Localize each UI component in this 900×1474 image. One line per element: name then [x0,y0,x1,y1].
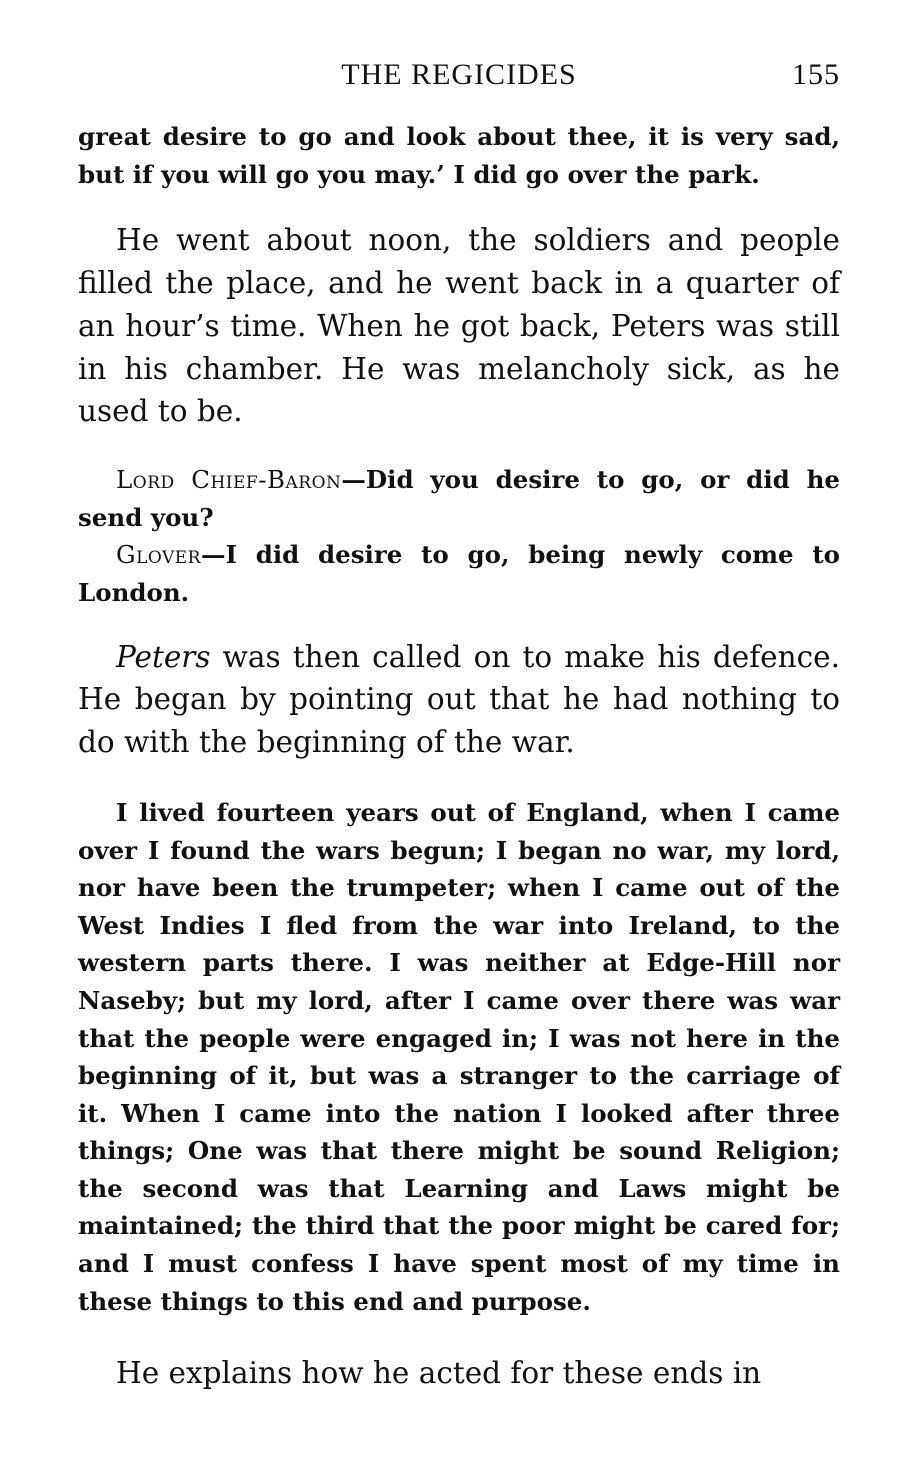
narrative-text: was then called on to make his defence. He began by pointing out that he had nothing to do with the beginning of the war. [78,639,840,760]
dialogue-glover [78,536,840,611]
dialogue-text: —Did you desire to go, or did he send you? [78,465,840,532]
narrative-paragraph: He explains how he acted for these ends in [116,1356,762,1391]
quoted-testimony-continuation: great desire to go and look about thee, it is very sad, but if you will go you may.’ I did go over the park. [78,122,840,189]
speaker-name: Glover [116,540,201,570]
narrative-paragraph: He went about noon, the soldiers and people filled the place, and he went back in a quarter of an hour’s time. When he got back, Peters was still in his chamber. He was melancholy sick, as he used to be. [78,223,840,429]
speaker-name: Lord Chief-Baron [116,465,342,495]
narrative-paragraph [78,636,840,764]
dialogue-text: —I did desire to go, being newly come to London. [78,540,840,607]
dialogue-lord-chief-baron [78,461,840,536]
running-title: THE REGICIDES [341,58,577,91]
peters-defence-quote: I lived fourteen years out of England, when I came over I found the wars begun; I began no war, my lord, nor have been the trumpeter; when I came out of the West Indies I fled from the war into Ireland, to the western parts there. I was neither at Edge-Hill nor Naseby; but my lord, after I came over there was war that the people were engaged in; I was not here in the beginning of it, but was a stranger to the carriage of it. When I came into the nation I looked after three things; One was that there might be sound Religion; the second was that Learning and Laws might be maintained; the third that the poor might be cared for; and I must confess I have spent most of my time in these things to this end and purpose. [78,797,840,1316]
page-number: 155 [792,58,840,91]
book-page [78,58,840,1395]
person-name: Peters [116,639,211,674]
page-header [78,58,840,106]
